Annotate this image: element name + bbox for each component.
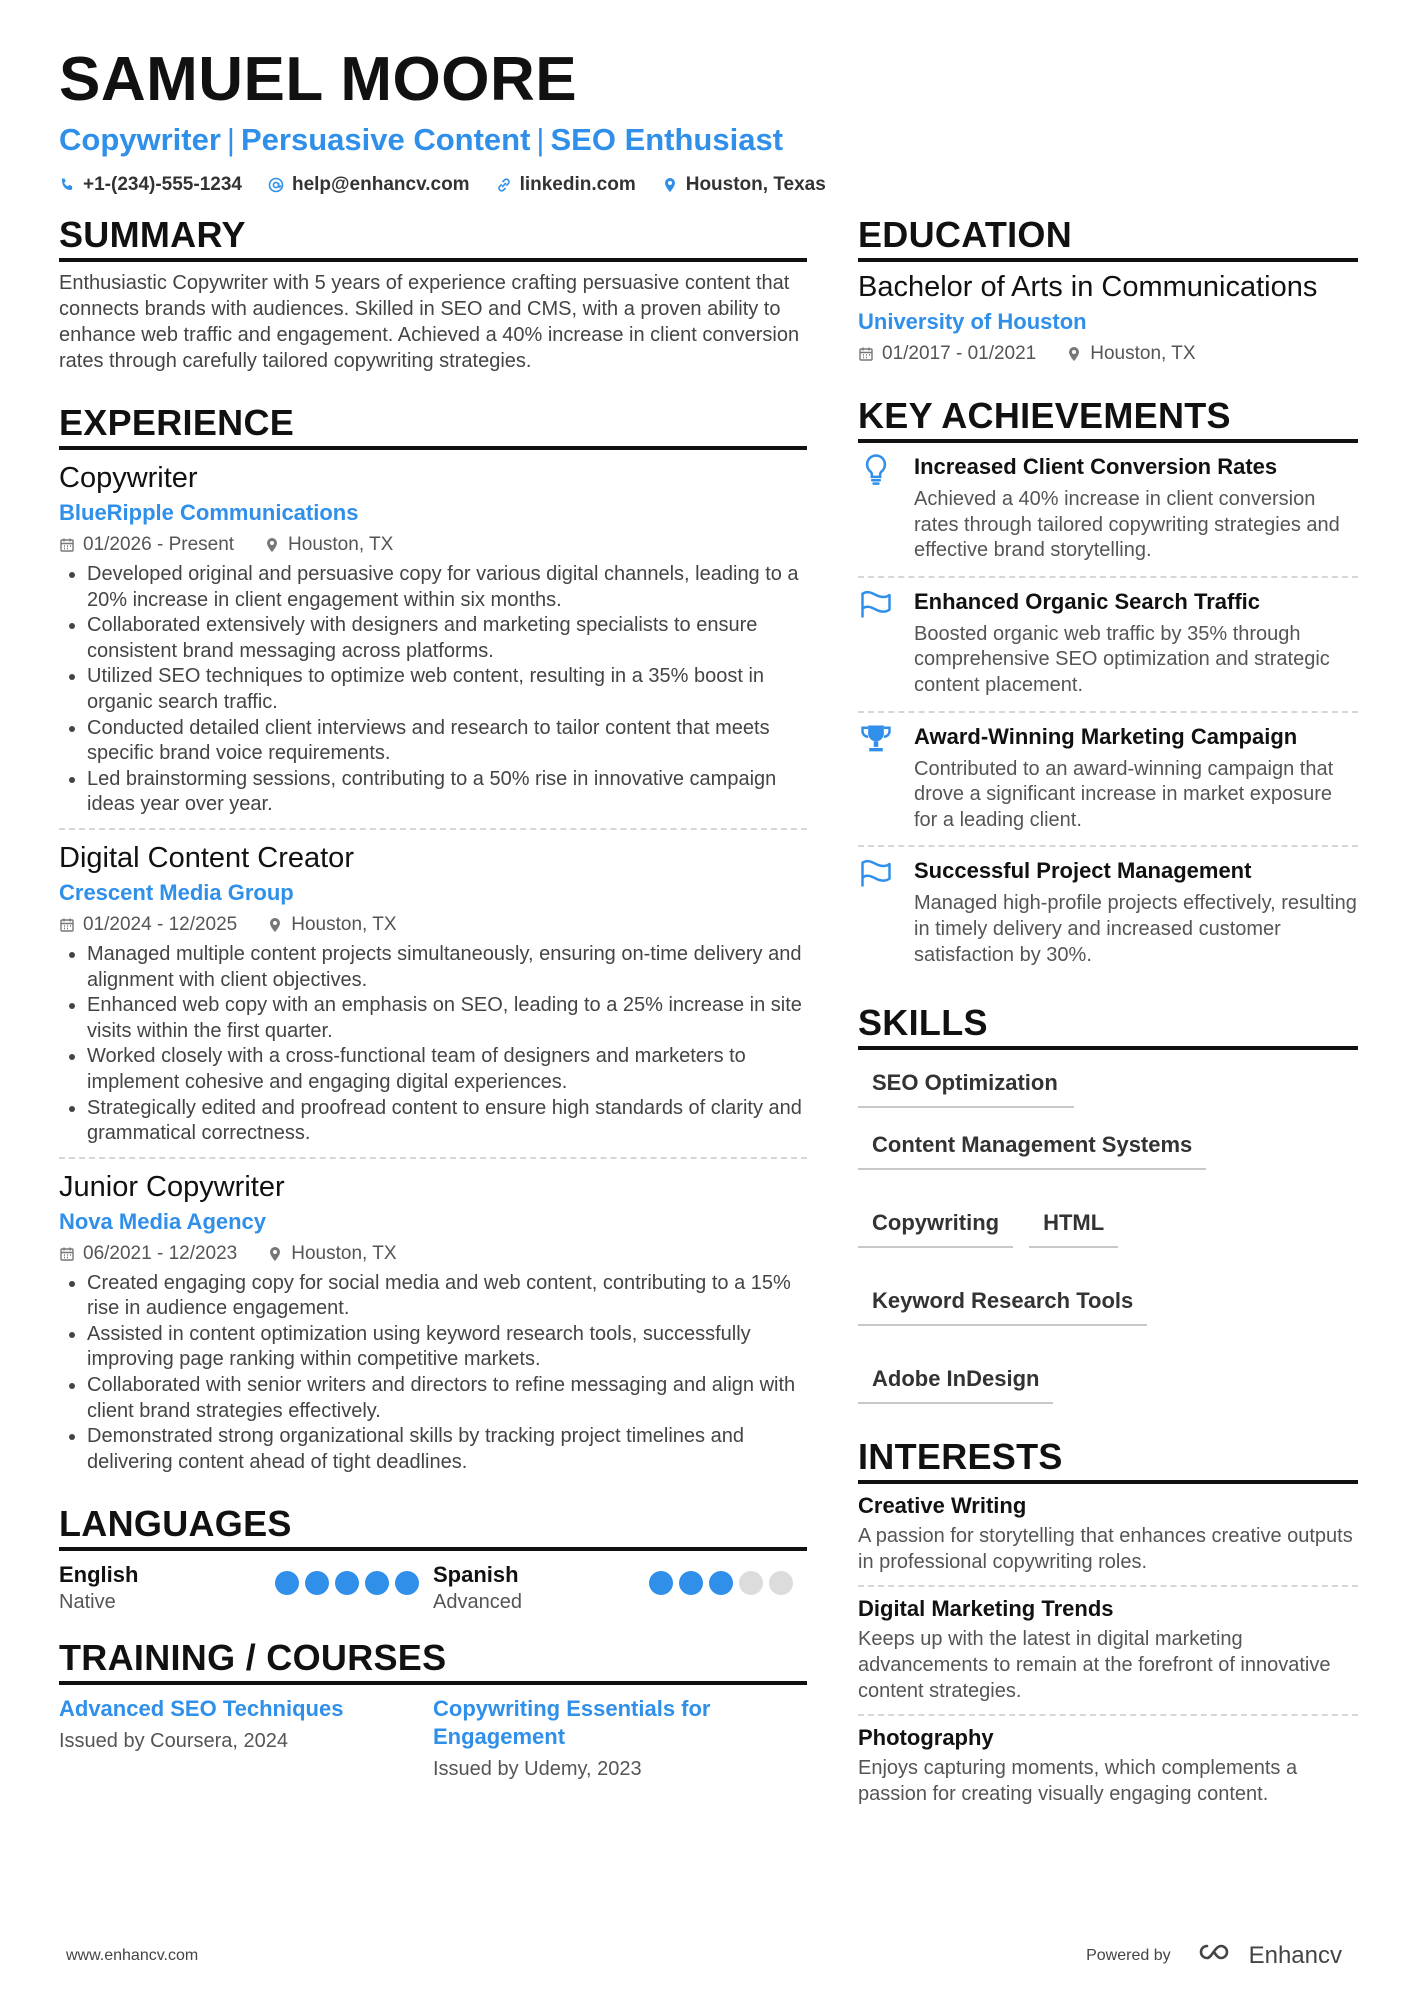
- headline-title: Copywriter: [59, 122, 221, 157]
- location-pin-icon: [267, 1246, 283, 1262]
- interest-item: [858, 1716, 1358, 1817]
- interest-item: [858, 1484, 1358, 1587]
- job-bullet: • Strategically edited and proofread content to ensure high standards of clarity and grammatical correctness.: [87, 1096, 807, 1147]
- location-pin-icon: [267, 917, 283, 933]
- rating-dot-filled: [275, 1571, 299, 1595]
- achievement-title: Successful Project Management: [914, 858, 1252, 884]
- job-meta: [59, 912, 807, 938]
- training-section: [59, 1637, 807, 1783]
- job-bullet: • Utilized SEO techniques to optimize web content, resulting in a 35% boost in organic search traffic.: [87, 664, 807, 715]
- phone-icon: [59, 177, 75, 193]
- job-bullets: [59, 1271, 807, 1476]
- interest-title: Digital Marketing Trends: [858, 1596, 1114, 1622]
- achievement-title: Award-Winning Marketing Campaign: [914, 723, 1298, 749]
- job-title: Digital Content Creator: [59, 841, 354, 874]
- achievement-desc: Managed high-profile projects effectively, resulting in timely delivery and increased customer satisfaction by 30%.: [914, 892, 1357, 966]
- location-text: Houston, Texas: [685, 174, 826, 195]
- rating-dot-empty: [769, 1571, 793, 1595]
- interest-title: Creative Writing: [858, 1493, 1027, 1519]
- enhancv-logo-icon: [1193, 1940, 1239, 1971]
- interest-desc: Enjoys capturing moments, which complements a passion for creating visually engaging content.: [858, 1757, 1298, 1805]
- rating-dot-filled: [395, 1571, 419, 1595]
- section-heading: INTERESTS: [858, 1436, 1358, 1484]
- footer-website-link[interactable]: www.enhancv.com: [66, 1946, 199, 1964]
- degree-title: Bachelor of Arts in Communications: [858, 271, 1318, 303]
- section-heading: EDUCATION: [858, 214, 1358, 262]
- job-dates: 06/2021 - 12/2023: [83, 1242, 238, 1264]
- skill-tag: Keyword Research Tools: [858, 1280, 1147, 1326]
- left-column: [59, 214, 807, 1801]
- language-rating: [649, 1571, 793, 1615]
- enhancv-logo[interactable]: [1193, 1940, 1342, 1971]
- languages-list: [59, 1561, 807, 1615]
- rating-dot-filled: [365, 1571, 389, 1595]
- phone-text: +1-(234)-555-1234: [83, 174, 242, 195]
- job-entry: [59, 830, 807, 1159]
- job-entry: [59, 450, 807, 830]
- enhancv-brand-name: Enhancv: [1248, 1941, 1342, 1969]
- skill-tag: Adobe InDesign: [858, 1358, 1053, 1404]
- course-issuer: Issued by Udemy, 2023: [433, 1758, 642, 1781]
- rating-dot-filled: [305, 1571, 329, 1595]
- rating-dot-empty: [739, 1571, 763, 1595]
- skills-section: [858, 1002, 1358, 1404]
- language-item: [433, 1561, 807, 1615]
- rating-dot-filled: [679, 1571, 703, 1595]
- course-title: Advanced SEO Techniques: [59, 1696, 344, 1722]
- skills-list: [858, 1062, 1358, 1404]
- rating-dot-filled: [709, 1571, 733, 1595]
- company-name: BlueRipple Communications: [59, 500, 359, 525]
- location-pin-icon: [264, 537, 280, 553]
- skill-tag: Content Management Systems: [858, 1124, 1206, 1170]
- achievement-title: Enhanced Organic Search Traffic: [914, 588, 1261, 614]
- job-bullet: • Conducted detailed client interviews and research to tailor content that meets specific brand voice requirements.: [87, 716, 807, 767]
- contact-info: [59, 174, 1359, 196]
- resume-header: [59, 44, 1359, 196]
- education-dates: 01/2017 - 01/2021: [882, 343, 1037, 364]
- company-name: Crescent Media Group: [59, 879, 294, 905]
- at-icon: [268, 177, 284, 193]
- achievement-item: [858, 578, 1358, 713]
- interests-section: [858, 1436, 1358, 1817]
- lightbulb-icon: [858, 451, 898, 491]
- headline-title: Persuasive Content: [240, 122, 531, 157]
- section-heading: EXPERIENCE: [59, 402, 807, 450]
- job-bullet: • Developed original and persuasive copy for various digital channels, leading to a 20% increase in client engagement within six months.: [87, 562, 807, 613]
- job-dates: 01/2026 - Present: [83, 534, 235, 555]
- course-item: [433, 1695, 807, 1783]
- right-column: [858, 214, 1358, 1835]
- interest-item: [858, 1587, 1358, 1716]
- course-issuer: Issued by Coursera, 2024: [59, 1730, 289, 1753]
- job-bullets: [59, 942, 807, 1147]
- achievements-section: [858, 395, 1358, 980]
- job-bullet: • Worked closely with a cross-functional team of designers and marketers to implement cohesive and engaging digital experiences.: [87, 1044, 807, 1095]
- company-name: Nova Media Agency: [59, 1208, 267, 1234]
- job-bullet: • Collaborated extensively with designers and marketing specialists to ensure consistent brand messaging across platforms.: [87, 613, 807, 664]
- section-heading: TRAINING / COURSES: [59, 1637, 807, 1685]
- job-bullet: • Created engaging copy for social media and web content, contributing to a 15% rise in audience engagement.: [87, 1271, 807, 1322]
- language-level: Advanced: [433, 1591, 522, 1614]
- language-name: English: [59, 1562, 139, 1588]
- job-location: Houston, TX: [291, 913, 397, 935]
- achievement-item: [858, 847, 1358, 980]
- education-meta: [858, 341, 1358, 367]
- contact-phone[interactable]: [59, 174, 242, 196]
- powered-by-label: Powered by: [1086, 1946, 1171, 1964]
- email-text: help@enhancv.com: [291, 174, 470, 195]
- interest-desc: A passion for storytelling that enhances creative outputs in professional copywriting roles.: [858, 1525, 1353, 1573]
- education-location: Houston, TX: [1090, 343, 1196, 364]
- skill-tag: Copywriting: [858, 1202, 1013, 1248]
- interest-title: Photography: [858, 1725, 994, 1751]
- job-bullets: [59, 562, 807, 818]
- calendar-icon: [59, 537, 75, 553]
- linkedin-text: linkedin.com: [519, 174, 636, 195]
- candidate-name: SAMUEL MOORE: [59, 45, 578, 114]
- achievement-item: [858, 713, 1358, 848]
- job-bullet: • Assisted in content optimization using keyword research tools, successfully improving page ranking within competitive markets.: [87, 1322, 807, 1373]
- headline-separator: |: [226, 122, 235, 157]
- job-meta: [59, 1241, 807, 1267]
- contact-email[interactable]: [268, 174, 470, 196]
- achievement-title: Increased Client Conversion Rates: [914, 454, 1278, 479]
- language-rating: [275, 1571, 419, 1615]
- job-dates: 01/2024 - 12/2025: [83, 913, 238, 935]
- job-bullet: • Collaborated with senior writers and directors to refine messaging and align with client brand strategies effectively.: [87, 1373, 807, 1424]
- job-location: Houston, TX: [288, 534, 394, 555]
- link-icon: [496, 177, 512, 193]
- skill-tag: SEO Optimization: [858, 1062, 1074, 1108]
- flag-icon: [858, 855, 898, 895]
- rating-dot-filled: [649, 1571, 673, 1595]
- calendar-icon: [59, 917, 75, 933]
- interest-desc: Keeps up with the latest in digital marketing advancements to remain at the forefront of innovative content strategies.: [858, 1628, 1331, 1702]
- achievement-desc: Contributed to an award-winning campaign that drove a significant increase in market exposure for a leading client.: [914, 757, 1334, 831]
- calendar-icon: [59, 1246, 75, 1262]
- job-meta: [59, 532, 807, 558]
- page-footer: [66, 1940, 1342, 1971]
- job-title: Junior Copywriter: [59, 1170, 285, 1203]
- language-name: Spanish: [433, 1562, 519, 1588]
- courses-list: [59, 1695, 807, 1783]
- language-item: [59, 1561, 433, 1615]
- headline-title: SEO Enthusiast: [550, 122, 784, 157]
- location-pin-icon: [1066, 346, 1082, 362]
- summary-section: [59, 214, 807, 374]
- contact-location: [662, 174, 826, 196]
- achievement-desc: Boosted organic web traffic by 35% through comprehensive SEO optimization and strategic content placement.: [914, 622, 1330, 696]
- education-section: [858, 214, 1358, 367]
- experience-section: [59, 402, 807, 1485]
- headline-separator: |: [536, 122, 545, 157]
- location-pin-icon: [662, 177, 678, 193]
- school-name: University of Houston: [858, 309, 1087, 334]
- job-location: Houston, TX: [291, 1242, 397, 1264]
- achievement-desc: Achieved a 40% increase in client conversion rates through tailored copywriting strategies and effective brand storytelling.: [914, 488, 1340, 562]
- course-title: Copywriting Essentials for Engagement: [433, 1696, 711, 1750]
- trophy-icon: [858, 721, 898, 761]
- job-entry: [59, 1159, 807, 1486]
- skill-tag: HTML: [1029, 1202, 1118, 1248]
- flag-icon: [858, 586, 898, 626]
- job-bullet: • Enhanced web copy with an emphasis on SEO, leading to a 25% increase in site visits within the first quarter.: [87, 993, 807, 1044]
- course-item: [59, 1695, 433, 1783]
- section-heading: SKILLS: [858, 1002, 1358, 1050]
- job-bullet: • Demonstrated strong organizational skills by tracking project timelines and delivering content ahead of tight deadlines.: [87, 1424, 807, 1475]
- achievement-item: [858, 443, 1358, 578]
- contact-linkedin[interactable]: [496, 174, 636, 196]
- powered-by: [1086, 1940, 1342, 1971]
- calendar-icon: [858, 346, 874, 362]
- section-heading: LANGUAGES: [59, 1503, 807, 1551]
- job-title: Copywriter: [59, 462, 198, 494]
- job-bullet: • Managed multiple content projects simultaneously, ensuring on-time delivery and alignment with client objectives.: [87, 942, 807, 993]
- section-heading: KEY ACHIEVEMENTS: [858, 395, 1358, 443]
- job-bullet: • Led brainstorming sessions, contributing to a 50% rise in innovative campaign ideas year over year.: [87, 767, 807, 818]
- languages-section: [59, 1503, 807, 1615]
- rating-dot-filled: [335, 1571, 359, 1595]
- section-heading: SUMMARY: [59, 214, 807, 262]
- headline: [59, 120, 1359, 160]
- summary-text: Enthusiastic Copywriter with 5 years of experience crafting persuasive content that connects brands with audiences. Skilled in SEO and CMS, with a proven ability to enhance web traffic and engagement. Achieved a 40% increase in client conversion rates through carefully tailored copywriting strategies.: [59, 272, 800, 372]
- language-level: Native: [59, 1591, 116, 1614]
